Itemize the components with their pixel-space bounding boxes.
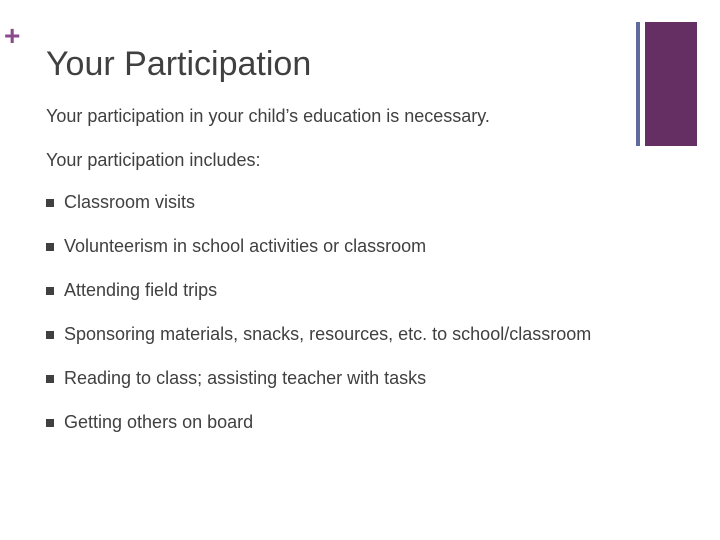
accent-bar-thick <box>645 22 697 146</box>
bullet-square-icon <box>46 243 54 251</box>
bullet-square-icon <box>46 419 54 427</box>
list-item <box>46 234 606 258</box>
list-item <box>46 366 606 390</box>
intro-text: Your participation in your child’s education is necessary. <box>46 106 490 126</box>
list-item-text: Attending field trips <box>64 280 218 300</box>
list-item <box>46 410 606 434</box>
corner-plus-mark: + <box>4 20 21 51</box>
list-item <box>46 190 606 214</box>
list-item-text: Sponsoring materials, snacks, resources, etc. to school/classroom <box>64 324 592 344</box>
list-item-text: Getting others on board <box>64 412 254 432</box>
bullet-square-icon <box>46 375 54 383</box>
bullet-square-icon <box>46 287 54 295</box>
list-item-text: Reading to class; assisting teacher with tasks <box>64 368 427 388</box>
bullet-square-icon <box>46 199 54 207</box>
includes-label: Your participation includes: <box>46 150 261 170</box>
list-item-text: Classroom visits <box>64 192 196 212</box>
list-item <box>46 322 606 346</box>
list-item-text: Volunteerism in school activities or classroom <box>64 236 427 256</box>
slide-title: Your Participation <box>46 45 312 83</box>
list-item <box>46 278 606 302</box>
bullet-square-icon <box>46 331 54 339</box>
accent-bar-thin <box>636 22 640 146</box>
participation-list <box>46 190 606 454</box>
